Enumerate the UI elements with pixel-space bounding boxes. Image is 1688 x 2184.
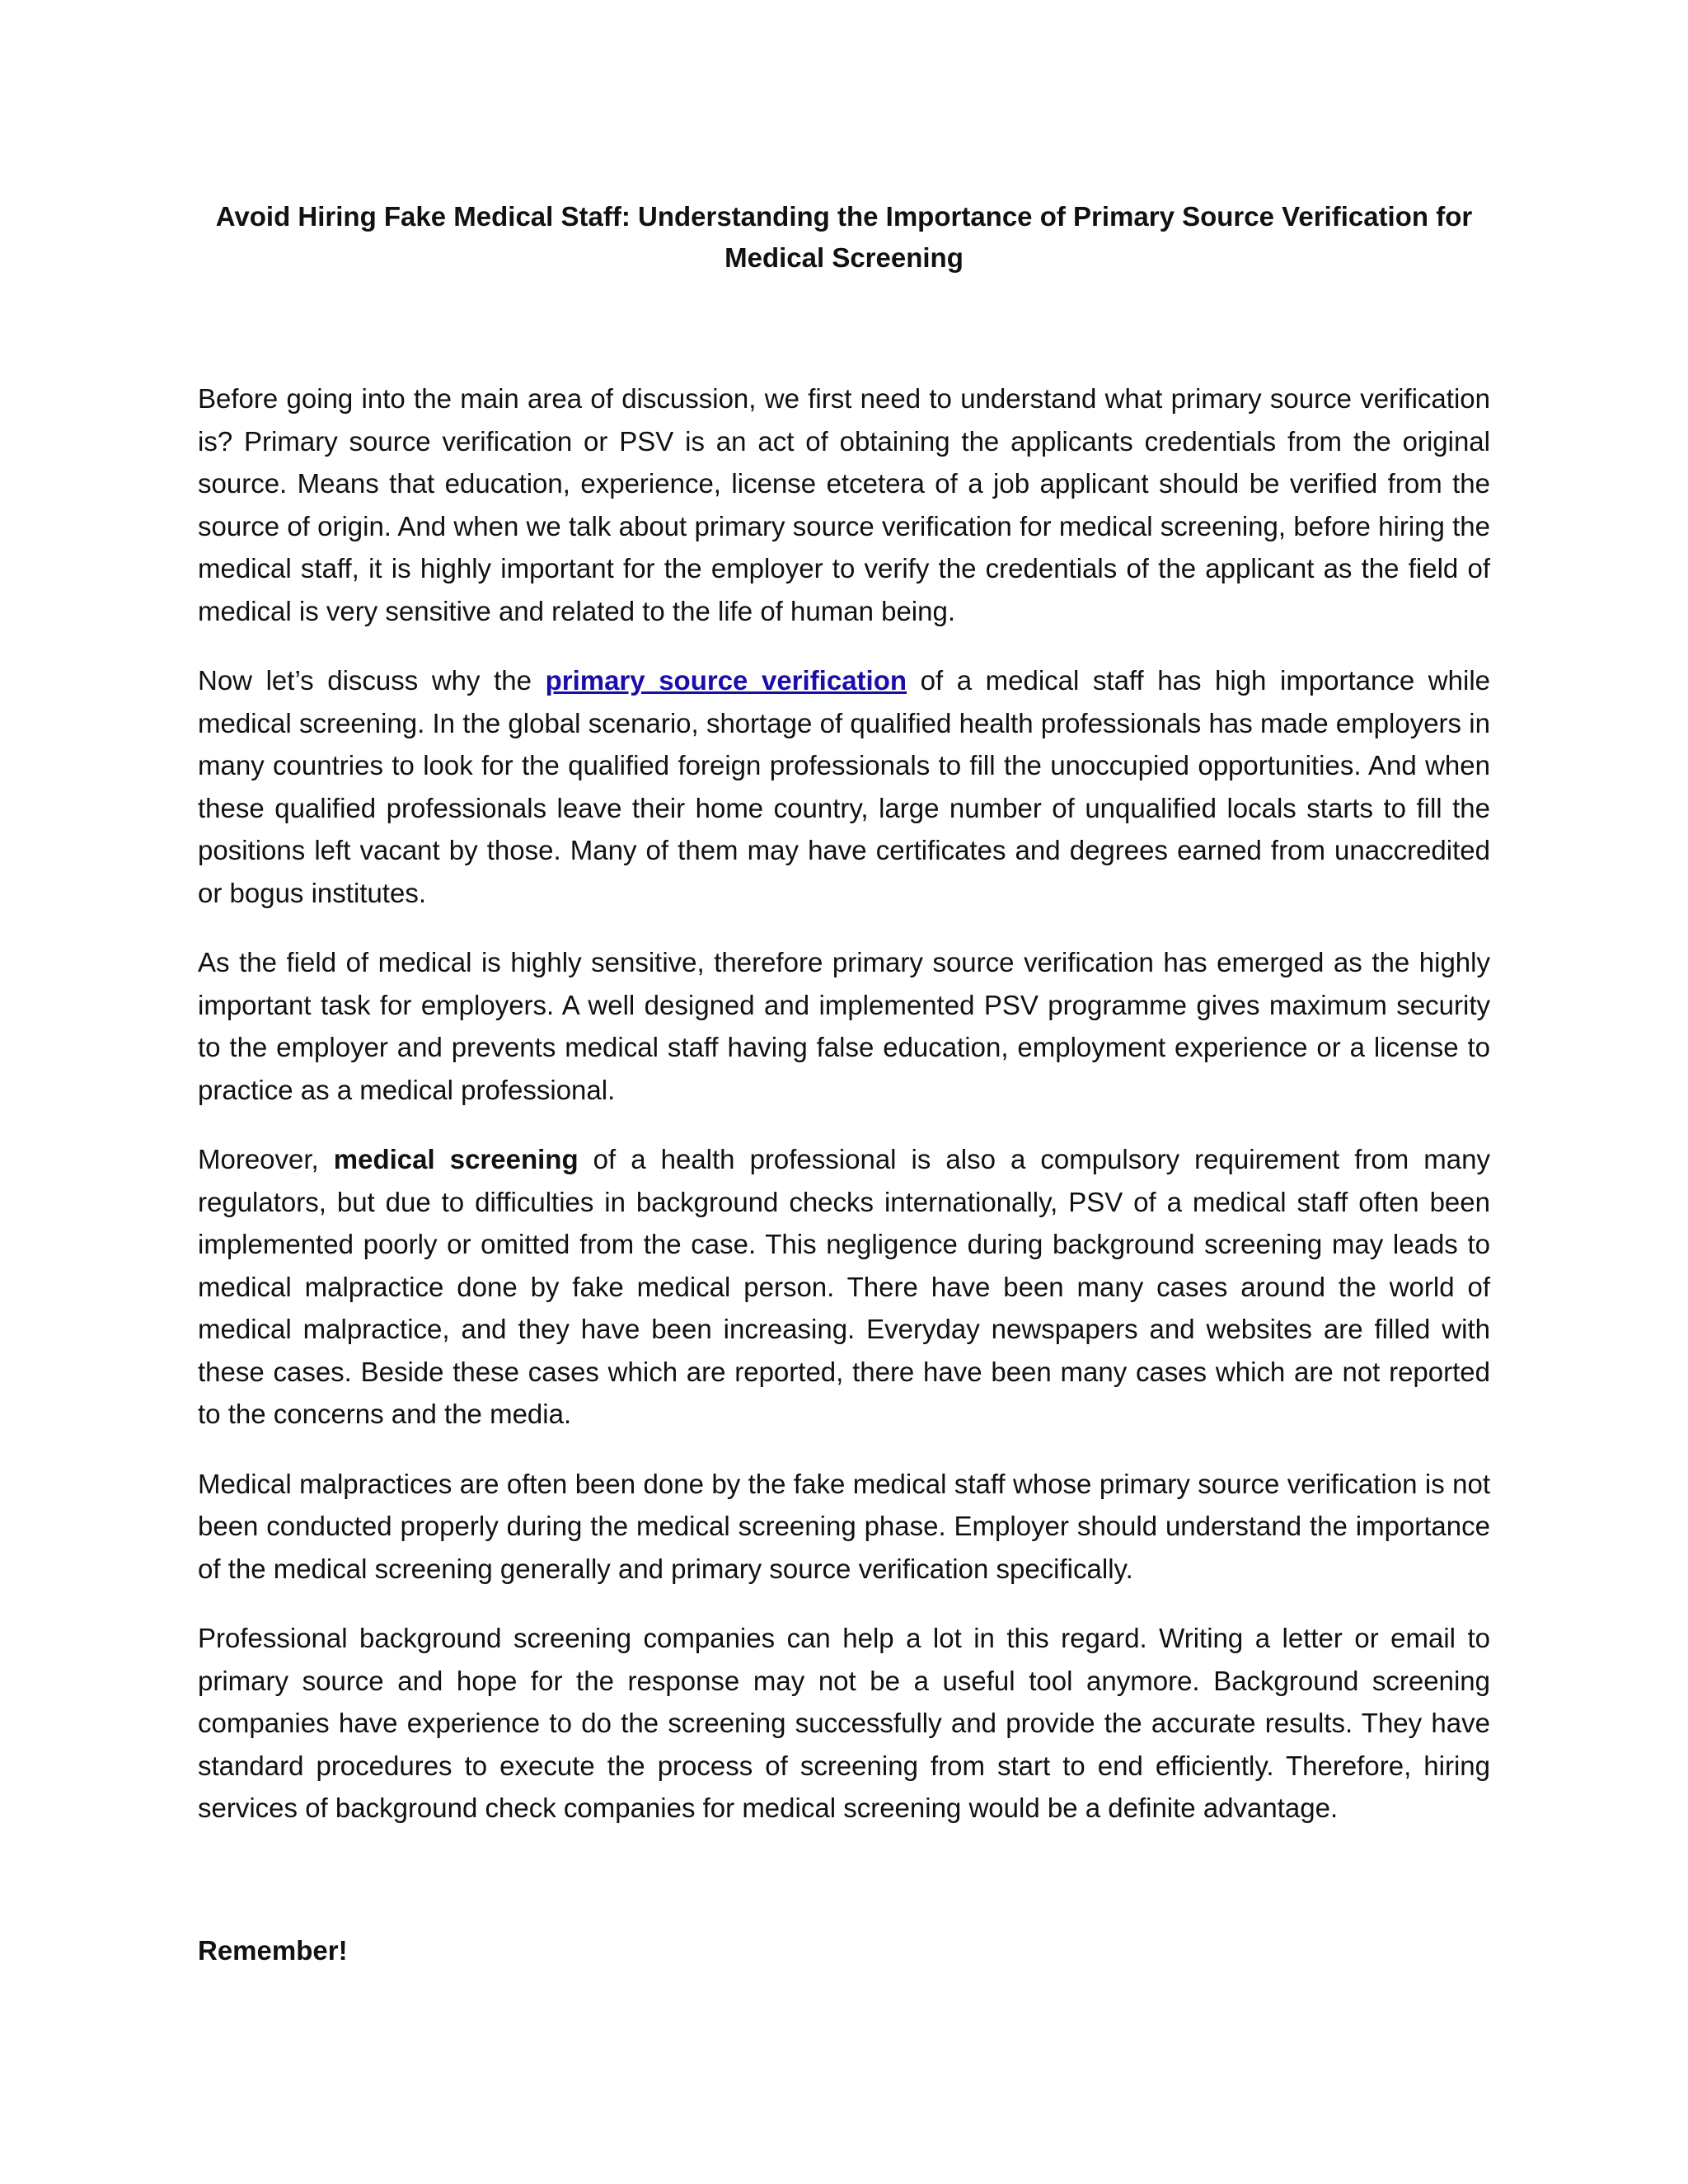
primary-source-verification-link[interactable]: primary source verification bbox=[545, 665, 907, 696]
paragraph-psv-importance bbox=[198, 659, 1490, 914]
paragraph-medical-screening bbox=[198, 1138, 1490, 1436]
remember-heading: Remember! bbox=[198, 1935, 348, 1966]
paragraph-psv-task: As the field of medical is highly sensitive, therefore primary source verification has emerged as the highly important task for employers. A well designed and implemented PSV programme gives maximum security to the employer and prevents medical staff having false education, employment experience or a license to practice as a medical professional. bbox=[198, 947, 1490, 1105]
medical-screening-bold: medical screening bbox=[333, 1144, 579, 1174]
paragraph-malpractice: Medical malpractices are often been done by the fake medical staff whose primary source verification is not been conducted properly during the medical screening phase. Employer should understand the importance of the medical screening generally and primary source verification specifically. bbox=[198, 1468, 1490, 1584]
paragraph-text: of a health professional is also a compulsory requirement from many regulators, but due to difficulties in background checks internationally, PSV of a medical staff often been implemented poorly or omitted from the case. This negligence during background screening may leads to medical malpractice done by fake medical person. There have been many cases around the world of medical malpractice, and they have been increasing. Everyday newspapers and websites are filled with these cases. Beside these cases which are reported, there have been many cases which are not reported to the concerns and the media. bbox=[198, 1144, 1491, 1429]
document-body bbox=[198, 377, 1490, 1857]
paragraph-text: Now let’s discuss why the bbox=[198, 665, 546, 696]
paragraph-text: of a medical staff has high importance while medical screening. In the global scenario, shortage of qualified health professionals has made employers in many countries to look for the qualified foreign professionals to fill the unoccupied opportunities. And when these qualified professionals leave their home country, large number of unqualified locals starts to fill the positions left vacant by those. Many of them may have certificates and degrees earned from unaccredited or bogus institutes. bbox=[198, 665, 1491, 908]
paragraph-psv-definition: Before going into the main area of discussion, we first need to understand what primary source verification is? Primary source verification or PSV is an act of obtaining the applicants credentials from the original source. Means that education, experience, license etcetera of a job applicant should be verified from the source of origin. And when we talk about primary source verification for medical screening, before hiring the medical staff, it is highly important for the employer to verify the credentials of the applicant as the field of medical is very sensitive and related to the life of human being. bbox=[198, 383, 1490, 626]
paragraph-text: Moreover, bbox=[198, 1144, 334, 1174]
document-title: Avoid Hiring Fake Medical Staff: Understanding the Importance of Primary Source Verification for Medical Screening bbox=[215, 201, 1473, 273]
paragraph-screening-companies: Professional background screening companies can help a lot in this regard. Writing a letter or email to primary source and hope for the response may not be a useful tool anymore. Background screening companies have experience to do the screening successfully and provide the accurate results. They have standard procedures to execute the process of screening from start to end efficiently. Therefore, hiring services of background check companies for medical screening would be a definite advantage. bbox=[198, 1623, 1490, 1823]
